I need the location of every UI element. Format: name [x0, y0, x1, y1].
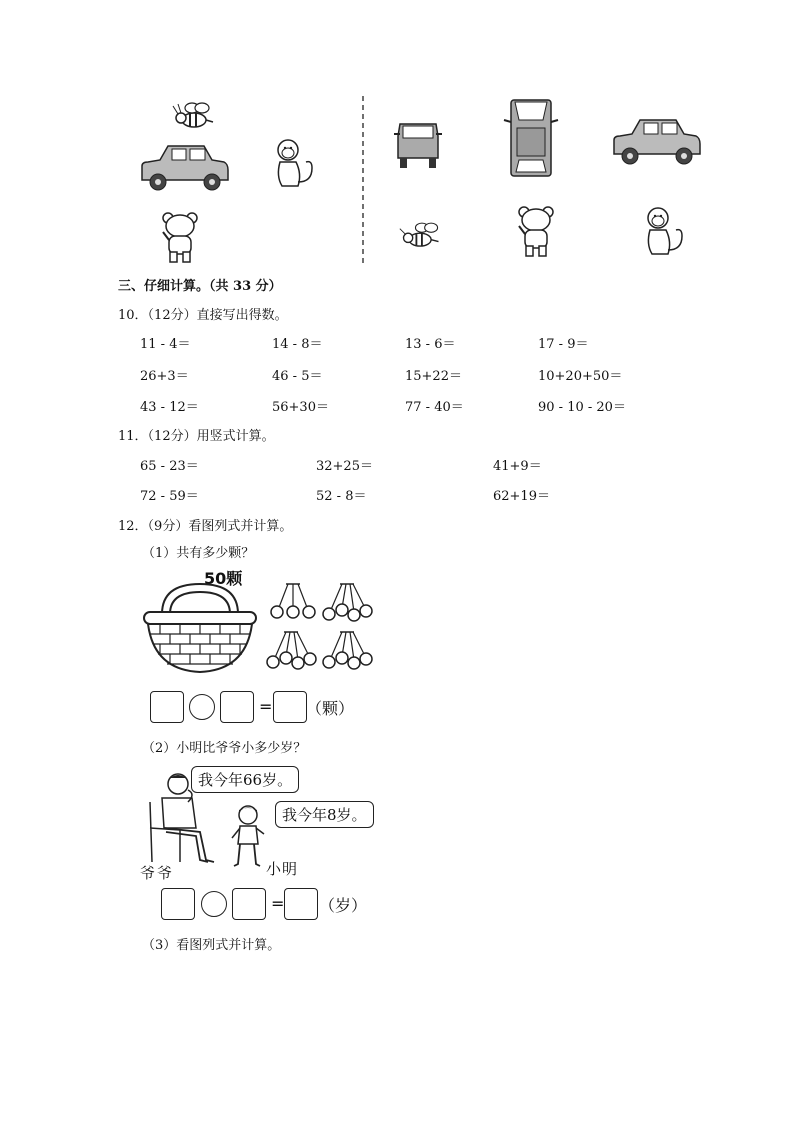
equals-sign: = — [259, 697, 273, 716]
problem: 13 - 6＝ — [405, 337, 456, 352]
problem: 26+3＝ — [140, 369, 189, 384]
speech-bubble-grandpa: 我今年66岁。 — [191, 766, 299, 793]
operator-circle[interactable] — [201, 891, 227, 917]
name-grandpa: 爷爷 — [140, 864, 175, 882]
grandpa-figure — [140, 772, 226, 868]
monkey-icon — [642, 206, 686, 258]
problem: 62+19＝ — [493, 489, 550, 504]
unit-label: （岁） — [319, 896, 368, 915]
problem: 52 - 8＝ — [316, 489, 367, 504]
problem: 41+9＝ — [493, 459, 542, 474]
basket-label: 50颗 — [204, 569, 243, 588]
section-title: 三、仔细计算。（共 33 分） — [118, 279, 282, 294]
problem: 43 - 12＝ — [140, 400, 199, 415]
problem: 11 - 4＝ — [140, 337, 191, 352]
bee-icon — [168, 100, 218, 136]
answer-box[interactable] — [220, 691, 254, 723]
speech-bubble-boy: 我今年8岁。 — [275, 801, 374, 828]
problem: 72 - 59＝ — [140, 489, 199, 504]
car-side-icon — [138, 140, 230, 192]
cherry-icon — [322, 628, 372, 670]
problem: 14 - 8＝ — [272, 337, 323, 352]
bee-icon — [398, 218, 444, 254]
problem: 15+22＝ — [405, 369, 462, 384]
basket-icon — [140, 580, 260, 676]
name-boy: 小明 — [266, 860, 299, 878]
answer-box[interactable] — [232, 888, 266, 920]
equals-sign: = — [271, 894, 285, 913]
q12-header: 12．（9分）看图列式并计算。 — [118, 519, 293, 534]
answer-box[interactable] — [161, 888, 195, 920]
answer-box[interactable] — [284, 888, 318, 920]
cherry-icon — [266, 628, 316, 670]
car-top-icon — [502, 98, 560, 178]
q12-part3-label: （3）看图列式并计算。 — [142, 938, 281, 953]
monkey-icon — [272, 138, 316, 190]
cherry-icon — [322, 580, 372, 622]
problem: 77 - 40＝ — [405, 400, 464, 415]
bear-icon — [516, 206, 556, 258]
problem: 10+20+50＝ — [538, 369, 623, 384]
car-front-icon — [394, 118, 442, 170]
problem: 65 - 23＝ — [140, 459, 199, 474]
answer-box[interactable] — [273, 691, 307, 723]
problem: 46 - 5＝ — [272, 369, 323, 384]
q12-part2-label: （2）小明比爷爷小多少岁？ — [142, 741, 307, 756]
problem: 17 - 9＝ — [538, 337, 589, 352]
dashed-divider — [361, 96, 365, 266]
q10-header: 10．（12分）直接写出得数。 — [118, 308, 288, 323]
q12-part1-label: （1）共有多少颗？ — [142, 546, 255, 561]
bear-icon — [160, 212, 200, 264]
problem: 32+25＝ — [316, 459, 373, 474]
operator-circle[interactable] — [189, 694, 215, 720]
answer-box[interactable] — [150, 691, 184, 723]
cherry-icon — [268, 580, 318, 620]
unit-label: （颗） — [306, 699, 355, 718]
q11-header: 11．（12分）用竖式计算。 — [118, 429, 275, 444]
car-side-icon — [610, 114, 702, 166]
problem: 90 - 10 - 20＝ — [538, 400, 626, 415]
problem: 56+30＝ — [272, 400, 329, 415]
